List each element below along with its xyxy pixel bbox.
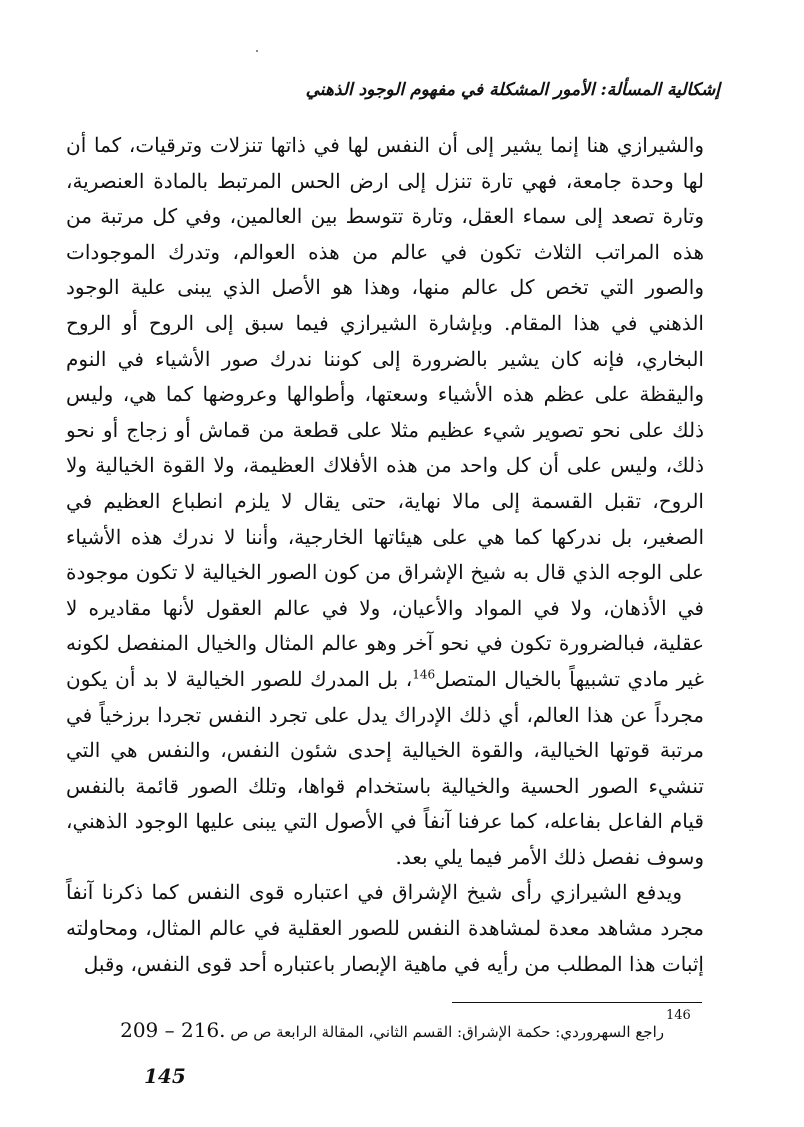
footnote-text: راجع السهروردي: حكمة الإشراق: القسم الثاني، المقالة الرابعة ص ص (230, 1023, 664, 1041)
page-number: 145 (144, 1064, 186, 1088)
body-text (66, 128, 704, 982)
paragraph-1-text-continued: ، بل المدرك للصور الخيالية لا بد أن يكون مجرداً عن هذا العالم، أي ذلك الإدراك يدل على تجرد النفس تجردا برزخياً في مرتبة قوتها الخيالية، والقوة الخيالية إحدى شئون النفس، والنفس هي التي تنشيء الصور الحسية والخيالية باستخدام قواها، وتلك الصور قائمة بالنفس قيام الفاعل بفاعله، كما عرفنا آنفاً في الأصول التي يبنى عليها الوجود الذهني، وسوف نفصل ذلك الأمر فيما يلي بعد. (66, 666, 704, 869)
scan-speck (256, 50, 258, 52)
footnote-divider (452, 1002, 702, 1003)
footnote-reference: 146 (412, 667, 436, 682)
running-header: إشكالية المسألة: الأمور المشكلة في مفهوم الوجود الذهني (305, 80, 720, 100)
footnote (120, 1018, 664, 1042)
footnote-pages: 209 – 216. (120, 1018, 226, 1042)
paragraph-1-text: والشيرازي هنا إنما يشير إلى أن النفس لها في ذاتها تنزلات وترقيات، كما أن لها وحدة جامعة، فهي تارة تنزل إلى ارض الحس المرتبط بالمادة العنصرية، وتارة تصعد إلى سماء العقل، وتارة تتوسط بين العالمين، وفي كل مرتبة من هذه المراتب الثلاث تكون في عالم من هذه العوالم، وتدرك الموجودات والصور التي تخص كل عالم منها، وهذا هو الأصل الذي يبنى علية الوجود الذهني في هذا المقام. وبإشارة الشيرازي فيما سبق إلى الروح أو الروح البخاري، فإنه كان يشير بالضرورة إلى كوننا ندرك صور الأشياء في النوم واليقظة على عظم هذه الأشياء وسعتها، وأطوالها وعروضها كما هي، وليس ذلك على نحو تصوير شيء عظيم مثلا على قطعة من قماش أو زجاج أو نحو ذلك، وليس على أن كل واحد من هذه الأفلاك العظيمة، ولا القوة الخيالية ولا الروح، تقبل القسمة إلى مالا نهاية، حتى يقال لا يلزم انطباع العظيم في الصغير، بل ندركها كما هي على هيئاتها الخارجية، وأننا لا ندرك هذه الأشياء على الوجه الذي قال به شيخ الإشراق من كون الصور الخيالية لا تكون موجودة في الأذهان، ولا في المواد والأعيان، ولا في عالم العقول لأنها مقاديره لا عقلية، فبالضرورة تكون في نحو آخر وهو عالم المثال والخيال المنفصل لكونه غير مادي تشبيهاً بالخيال المتصل (66, 133, 704, 691)
paragraph-1 (66, 128, 704, 875)
paragraph-2: ويدفع الشيرازي رأى شيخ الإشراق في اعتباره قوى النفس كما ذكرنا آنفاً مجرد مشاهد معدة لمشاهدة النفس للصور العقلية في عالم المثال، ومحاولته إثبات هذا المطلب من رأيه في ماهية الإبصار باعتباره أحد قوى النفس، وقبل (66, 880, 704, 976)
footnote-number: 146 (666, 1008, 691, 1023)
